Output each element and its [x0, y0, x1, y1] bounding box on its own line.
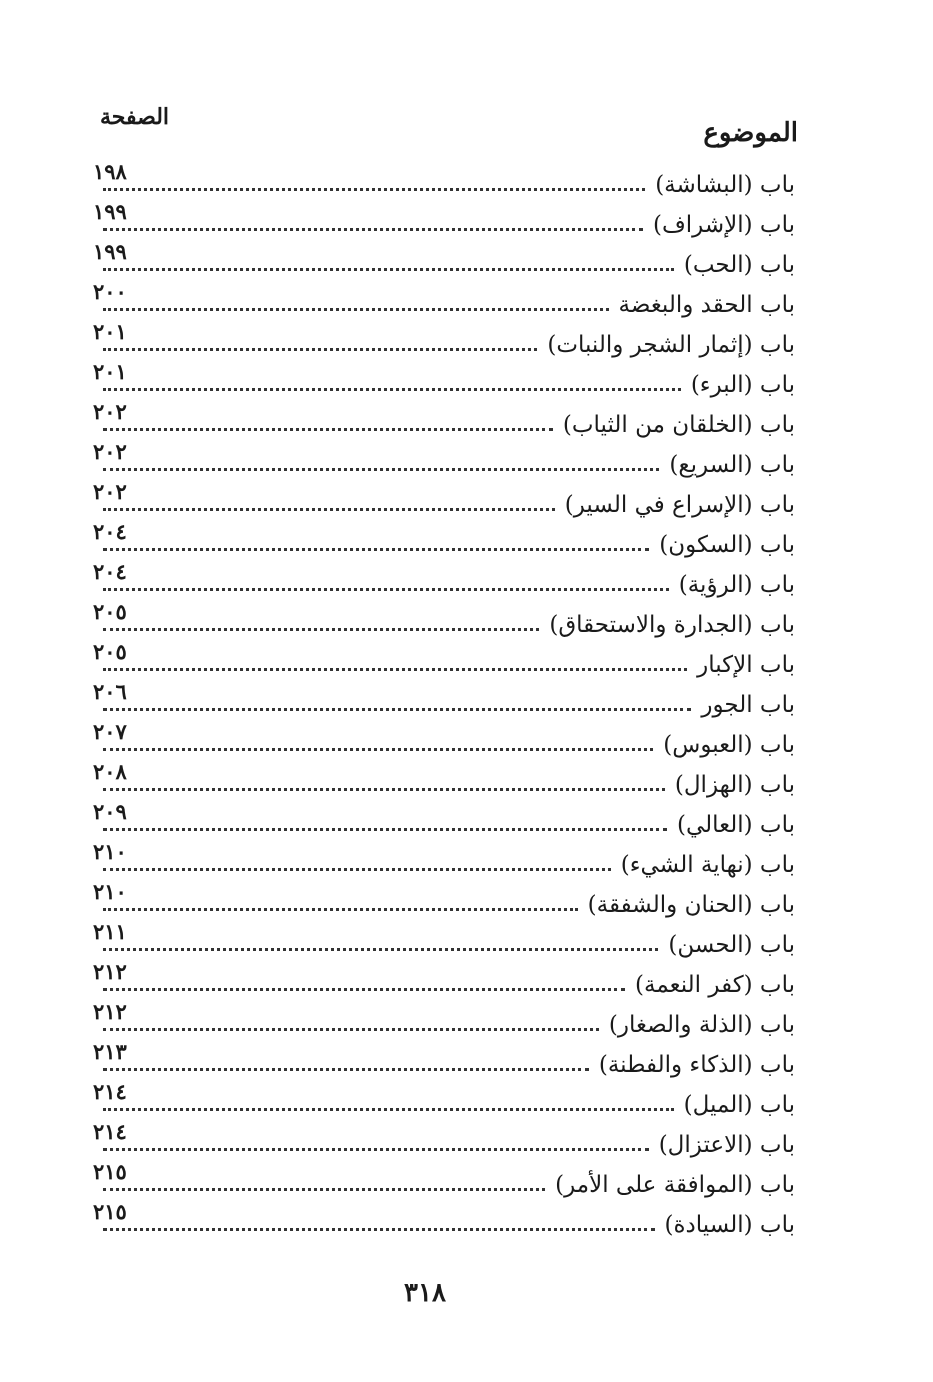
- dotted-leader: [103, 428, 553, 431]
- toc-entry-page: ٢١٥: [93, 1199, 127, 1224]
- toc-entry-title: باب (العالي): [677, 812, 795, 838]
- dotted-leader: [103, 828, 667, 831]
- toc-entry: [85, 639, 795, 685]
- dotted-leader: [103, 228, 643, 231]
- toc-entry-title: باب الإكبار: [697, 652, 795, 678]
- toc-entry: [85, 839, 795, 885]
- toc-entry-page: ١٩٨: [93, 159, 127, 184]
- toc-entry: [85, 919, 795, 965]
- dotted-leader: [103, 908, 578, 911]
- dotted-leader: [103, 1228, 655, 1231]
- dotted-leader: [103, 268, 674, 271]
- toc-entry-page: ٢٠١: [93, 359, 127, 384]
- toc-entry-page: ٢٠٠: [93, 279, 127, 304]
- toc-entry: [85, 1199, 795, 1245]
- toc-entry: [85, 879, 795, 925]
- toc-entry: [85, 1119, 795, 1165]
- toc-entry-page: ٢٠٥: [93, 639, 127, 664]
- toc-entry-title: باب (الإسراع في السير): [564, 492, 795, 518]
- dotted-leader: [103, 348, 537, 351]
- toc-entry: [85, 799, 795, 845]
- dotted-leader: [103, 1068, 589, 1071]
- toc-entry: [85, 359, 795, 405]
- toc-entry: [85, 1039, 795, 1085]
- toc-entry-page: ٢٠١: [93, 319, 127, 344]
- toc-entry-page: ٢٠٧: [93, 719, 127, 744]
- toc-entry-title: باب (الموافقة على الأمر): [555, 1172, 795, 1198]
- toc-entry-page: ٢١٣: [93, 1039, 127, 1064]
- toc-entry: [85, 999, 795, 1045]
- dotted-leader: [103, 1108, 674, 1111]
- toc-entry-page: ٢١٠: [93, 879, 127, 904]
- toc-entry: [85, 439, 795, 485]
- toc-entry: [85, 559, 795, 605]
- toc-entry-title: باب الجور: [701, 692, 795, 718]
- dotted-leader: [103, 1188, 545, 1191]
- toc-entry-title: باب (إثمار الشجر والنبات): [547, 332, 795, 358]
- toc-entry-title: باب (السيادة): [664, 1212, 795, 1238]
- toc-entry-page: ٢٠٨: [93, 759, 127, 784]
- dotted-leader: [103, 708, 691, 711]
- toc-entry-title: باب (العبوس): [663, 732, 795, 758]
- dotted-leader: [103, 668, 687, 671]
- toc-entry-page: ٢١٢: [93, 999, 127, 1024]
- toc-entry-title: باب (الهزال): [674, 772, 795, 798]
- toc-entry: [85, 1159, 795, 1205]
- toc-entry-page: ١٩٩: [93, 199, 127, 224]
- toc-entry-page: ٢١١: [93, 919, 127, 944]
- toc-entry-title: باب (الذكاء والفطنة): [598, 1052, 795, 1078]
- toc-entry-page: ٢٠٢: [93, 399, 127, 424]
- toc-entry-title: باب (السريع): [669, 452, 795, 478]
- toc-entry-title: باب (الذلة والصغار): [608, 1012, 795, 1038]
- toc-entry-title: باب (كفر النعمة): [635, 972, 795, 998]
- dotted-leader: [103, 388, 681, 391]
- toc-entry: [85, 719, 795, 765]
- toc-entry-page: ٢١٤: [93, 1119, 127, 1144]
- table-of-contents: [85, 159, 795, 1245]
- dotted-leader: [103, 588, 669, 591]
- toc-entry-title: باب (الرؤية): [678, 572, 795, 598]
- toc-entry-title: باب (السكون): [659, 532, 795, 558]
- toc-entry: [85, 759, 795, 805]
- dotted-leader: [103, 988, 625, 991]
- toc-entry-page: ٢٠٤: [93, 519, 127, 544]
- page-number: ٣١٨: [404, 1278, 446, 1308]
- dotted-leader: [103, 1148, 649, 1151]
- toc-entry-page: ٢٠٢: [93, 479, 127, 504]
- toc-entry-page: ٢١٥: [93, 1159, 127, 1184]
- toc-entry-title: باب (الميل): [683, 1092, 795, 1118]
- toc-entry-page: ٢١٢: [93, 959, 127, 984]
- toc-entry-title: باب (البشاشة): [655, 172, 795, 198]
- dotted-leader: [103, 628, 539, 631]
- toc-entry: [85, 279, 795, 325]
- dotted-leader: [103, 948, 658, 951]
- topic-column-header: الموضوع: [703, 118, 798, 148]
- toc-entry-page: ٢١٠: [93, 839, 127, 864]
- toc-entry: [85, 479, 795, 525]
- toc-entry-title: باب (الإشراف): [652, 212, 795, 238]
- dotted-leader: [103, 1028, 599, 1031]
- toc-entry-page: ٢٠٦: [93, 679, 127, 704]
- toc-entry: [85, 319, 795, 365]
- toc-entry-page: ٢٠٥: [93, 599, 127, 624]
- dotted-leader: [103, 748, 653, 751]
- toc-entry-title: باب الحقد والبغضة: [618, 292, 795, 318]
- toc-entry-page: ٢٠٩: [93, 799, 127, 824]
- dotted-leader: [103, 308, 609, 311]
- toc-entry: [85, 399, 795, 445]
- page-column-header: الصفحة: [100, 104, 170, 130]
- toc-entry-title: باب (الجدارة والاستحقاق): [549, 612, 795, 638]
- toc-entry-page: ١٩٩: [93, 239, 127, 264]
- toc-entry-title: باب (الحب): [683, 252, 795, 278]
- toc-entry-title: باب (البرء): [690, 372, 795, 398]
- toc-entry: [85, 1079, 795, 1125]
- dotted-leader: [103, 468, 659, 471]
- dotted-leader: [103, 868, 611, 871]
- dotted-leader: [103, 788, 665, 791]
- dotted-leader: [103, 508, 555, 511]
- toc-entry-title: باب (نهاية الشيء): [620, 852, 795, 878]
- toc-entry: [85, 679, 795, 725]
- toc-entry: [85, 519, 795, 565]
- toc-entry-title: باب (الحسن): [668, 932, 795, 958]
- toc-entry-page: ٢٠٢: [93, 439, 127, 464]
- dotted-leader: [103, 548, 649, 551]
- toc-entry: [85, 599, 795, 645]
- toc-entry-title: باب (الاعتزال): [658, 1132, 795, 1158]
- toc-entry: [85, 159, 795, 205]
- toc-entry-page: ٢١٤: [93, 1079, 127, 1104]
- dotted-leader: [103, 188, 645, 191]
- toc-entry: [85, 239, 795, 285]
- toc-entry-title: باب (الحنان والشفقة): [587, 892, 795, 918]
- toc-entry-page: ٢٠٤: [93, 559, 127, 584]
- toc-entry: [85, 959, 795, 1005]
- toc-entry-title: باب (الخلقان من الثياب): [562, 412, 795, 438]
- toc-entry: [85, 199, 795, 245]
